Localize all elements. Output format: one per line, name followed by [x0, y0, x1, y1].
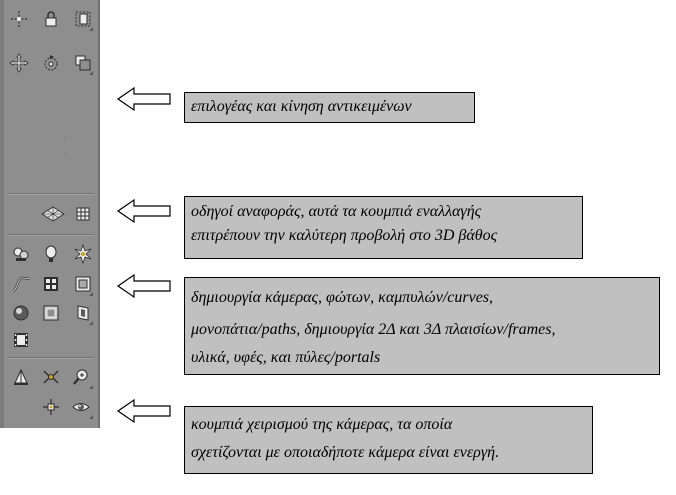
annotation-line: επιλογέας και κίνηση αντικειμένων [191, 98, 412, 115]
lock-select-icon[interactable] [40, 8, 62, 30]
annotation-camera-controls [184, 406, 593, 474]
annotation-line: κουμπιά χειρισμού της κάμερας, τα οποία [191, 416, 453, 433]
filmstrip-icon[interactable] [10, 329, 32, 351]
pointer-arrow-icon [116, 86, 172, 112]
flyout-indicator [89, 27, 93, 31]
annotation-line: υλικά, υφές, και πύλες/portals [191, 349, 381, 366]
annotation-line: δημιουργία κάμερας, φώτων, καμπυλών/curves, [191, 289, 494, 306]
panel-speck [64, 137, 65, 138]
film-frame-icon[interactable] [40, 273, 62, 295]
texture-square-icon[interactable] [40, 302, 62, 324]
light-probe-icon[interactable] [40, 243, 62, 265]
curve-icon[interactable] [10, 273, 32, 295]
crosshair-select-icon[interactable] [8, 8, 30, 30]
camera-dolly-icon[interactable] [40, 366, 62, 388]
annotation-line: σχετίζονται με οποιαδήποτε κάμερα είναι ενεργή. [191, 444, 500, 461]
camera-pyramid-icon[interactable] [10, 366, 32, 388]
flyout-indicator [89, 292, 93, 296]
flyout-indicator [89, 71, 93, 75]
flyout-indicator [89, 321, 93, 325]
pointer-arrow-icon [116, 198, 172, 224]
flyout-indicator [89, 415, 93, 419]
panel-speck [66, 153, 67, 154]
toolbar-divider [8, 234, 94, 236]
grid-toggle-icon[interactable] [72, 203, 94, 225]
annotation-line: επιτρέπουν την καλύτερη προβολή στο 3D βάθος [191, 227, 498, 244]
palette-edge [0, 0, 4, 428]
flyout-indicator [89, 385, 93, 389]
sphere-material-icon[interactable] [10, 302, 32, 324]
pointer-arrow-icon [116, 398, 172, 424]
star-sparkle-icon[interactable] [72, 243, 94, 265]
toolbar-divider [8, 357, 94, 359]
annotation-creation-tools [184, 277, 660, 375]
camera-pan-icon[interactable] [40, 396, 62, 418]
toolbar-divider [8, 193, 94, 195]
annotation-line: μονοπάτια/paths, δημιουργία 2Δ και 3Δ πλαισίων/frames, [191, 321, 556, 338]
tool-palette [0, 0, 100, 428]
annotation-reference-guides [184, 196, 583, 259]
annotation-selection-tools [184, 92, 475, 123]
pointer-arrow-icon [116, 273, 172, 299]
reference-grid-icon[interactable] [40, 203, 66, 225]
move-arrows-icon[interactable] [8, 52, 30, 74]
rotate-icon[interactable] [40, 52, 62, 74]
light-bulb-icon[interactable] [10, 243, 32, 265]
annotation-line: οδηγοί αναφοράς, αυτά τα κουμπιά εναλλαγής [191, 203, 482, 220]
